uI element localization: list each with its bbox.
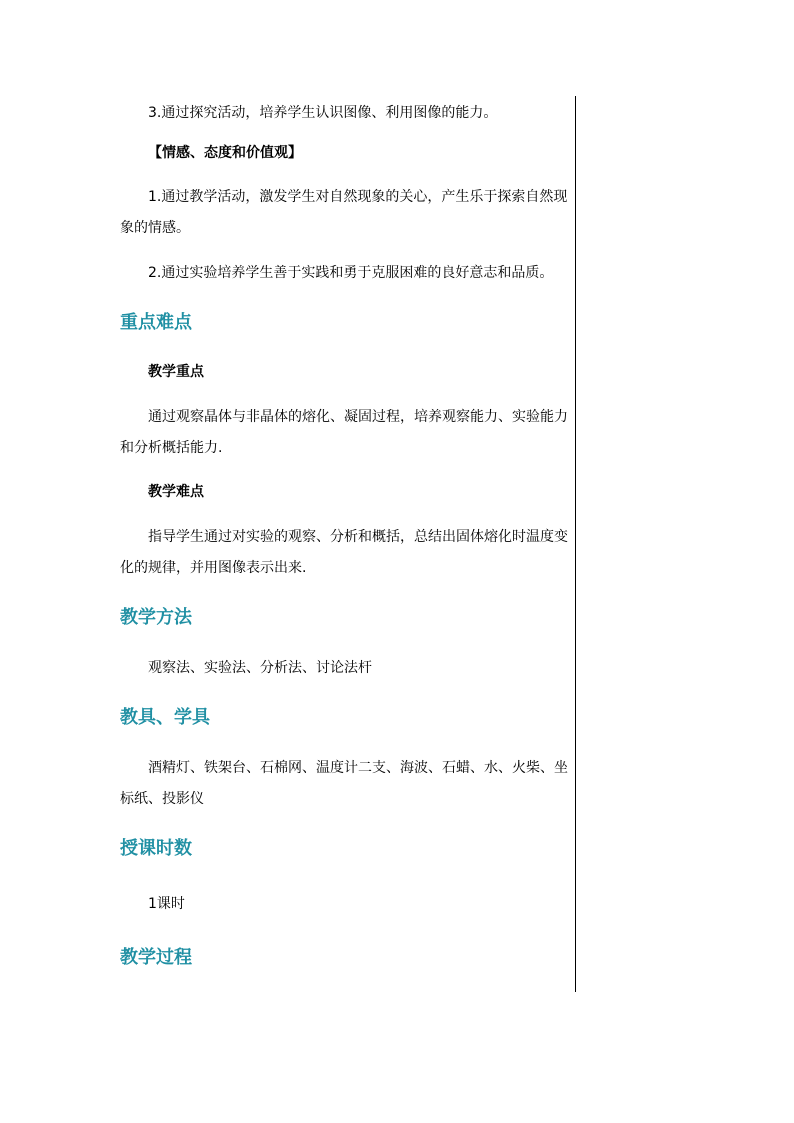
- process-heading: 教学过程: [120, 947, 192, 968]
- methods-text: 观察法、实验法、分析法、讨论法杆: [148, 660, 372, 676]
- methods-heading: 教学方法: [120, 607, 192, 628]
- tools-line1: 酒精灯、铁架台、石棉网、温度计二支、海波、石蜡、水、火柴、坐: [148, 760, 568, 776]
- teaching-focus-label: 教学重点: [148, 364, 204, 380]
- teaching-focus-line2: 和分析概括能力.: [120, 440, 223, 456]
- teaching-focus-line1: 通过观察晶体与非晶体的熔化、凝固过程，培养观察能力、实验能力: [148, 409, 568, 425]
- tools-line2: 标纸、投影仪: [120, 791, 204, 807]
- ability-item-3: 3.通过探究活动，培养学生认识图像、利用图像的能力。: [148, 105, 498, 121]
- teaching-difficulty-line2: 化的规律，并用图像表示出来.: [120, 560, 307, 576]
- emotion-item-1-line2: 象的情感。: [120, 220, 190, 236]
- emotion-heading: 【情感、态度和价值观】: [148, 145, 302, 161]
- key-points-heading: 重点难点: [120, 312, 192, 333]
- emotion-item-2: 2.通过实验培养学生善于实践和勇于克服困难的良好意志和品质。: [148, 265, 554, 281]
- teaching-difficulty-line1: 指导学生通过对实验的观察、分析和概括，总结出固体熔化时温度变: [148, 529, 568, 545]
- hours-heading: 授课时数: [120, 838, 192, 859]
- emotion-item-1-line1: 1.通过教学活动，激发学生对自然现象的关心，产生乐于探索自然现: [148, 189, 568, 205]
- teaching-difficulty-label: 教学难点: [148, 484, 204, 500]
- tools-heading: 教具、学具: [120, 707, 210, 728]
- hours-text: 1课时: [148, 896, 185, 912]
